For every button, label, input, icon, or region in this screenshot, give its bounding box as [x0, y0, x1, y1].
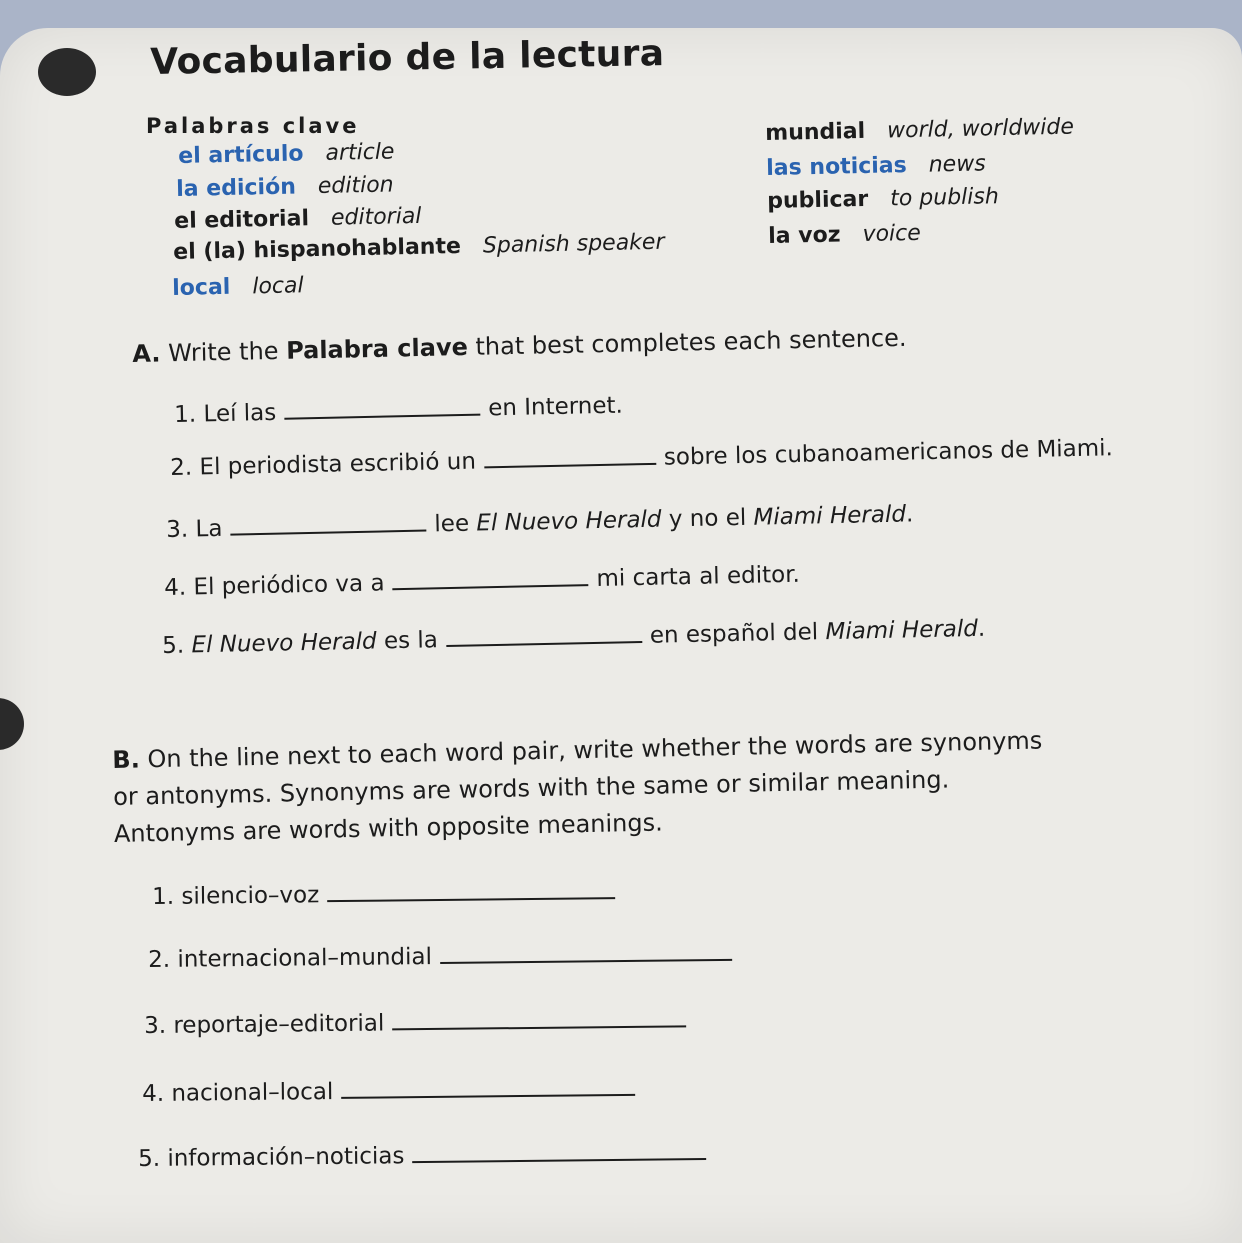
- keyword-right-3: [768, 221, 921, 249]
- keyword-term: el editorial: [174, 206, 310, 234]
- word-pair-1: 1. silencio–voz: [152, 879, 623, 910]
- section-a-instruction-post: that best completes each sentence.: [475, 323, 907, 361]
- keyword-term: local: [172, 274, 231, 301]
- keyword-right-1: [766, 151, 986, 181]
- section-b-letter: B.: [112, 745, 141, 774]
- keyword-term: la edición: [176, 174, 297, 202]
- word-pair-3: 3. reportaje–editorial: [144, 1007, 694, 1039]
- answer-blank-2[interactable]: [484, 461, 656, 469]
- page-title: Vocabulario de la lectura: [150, 33, 665, 83]
- section-a-instruction-pre: Write the: [167, 336, 279, 368]
- keyword-term: mundial: [765, 118, 866, 146]
- keyword-gloss: world, worldwide: [886, 114, 1075, 144]
- keyword-gloss: news: [928, 151, 986, 178]
- pair-answer-blank-5[interactable]: [412, 1156, 706, 1163]
- keyword-term: publicar: [767, 186, 869, 214]
- keyword-term: el (la) hispanohablante: [173, 233, 462, 265]
- answer-blank-1[interactable]: [284, 412, 480, 420]
- sentence-3: 3. La lee El Nuevo Herald y no el Miami Herald.: [166, 501, 914, 543]
- word-pair-5: 5. información–noticias: [138, 1140, 715, 1172]
- keyword-term: la voz: [768, 222, 841, 249]
- answer-blank-5[interactable]: [446, 639, 642, 647]
- section-b-instruction: B. On the line next to each word pair, write whether the words are synonyms or antonyms. Synonyms are words with the same or similar meaning. Antonyms are words with opposite meanings.: [112, 726, 1043, 848]
- keywords-heading: Palabras clave: [146, 114, 360, 138]
- sentence-5: 5. El Nuevo Herald es la en español del Miami Herald.: [162, 615, 986, 659]
- keyword-gloss: Spanish speaker: [482, 229, 665, 259]
- keyword-gloss: editorial: [330, 203, 422, 231]
- sentence-4: 4. El periódico va a mi carta al editor.: [164, 561, 801, 601]
- keyword-left-0: [178, 139, 395, 169]
- keyword-right-2: [767, 184, 999, 214]
- keyword-gloss: edition: [317, 172, 394, 200]
- keyword-left-1: [176, 172, 394, 202]
- keyword-term: el artículo: [178, 141, 304, 169]
- word-pair-2: 2. internacional–mundial: [148, 941, 740, 973]
- keyword-gloss: article: [325, 139, 395, 166]
- keyword-gloss: voice: [862, 220, 922, 248]
- pair-answer-blank-1[interactable]: [327, 895, 615, 902]
- sentence-2: 2. El periodista escribió un sobre los cubanoamericanos de Miami.: [170, 435, 1114, 481]
- word-pair-4: 4. nacional–local: [142, 1076, 643, 1107]
- section-a-letter: A.: [132, 339, 161, 368]
- pair-answer-blank-4[interactable]: [341, 1092, 635, 1099]
- punch-hole-top: [38, 48, 96, 96]
- answer-blank-3[interactable]: [230, 528, 426, 536]
- section-a-instruction-bold: Palabra clave: [285, 332, 469, 365]
- pair-answer-blank-3[interactable]: [392, 1023, 686, 1030]
- keyword-gloss: local: [252, 273, 304, 300]
- sentence-1: 1. Leí las en Internet.: [174, 392, 624, 428]
- keyword-gloss: to publish: [889, 184, 1000, 212]
- keyword-left-2: [174, 204, 422, 234]
- keyword-term: las noticias: [766, 153, 907, 181]
- keyword-left-4: [172, 273, 304, 301]
- pair-answer-blank-2[interactable]: [440, 957, 732, 964]
- answer-blank-4[interactable]: [393, 582, 589, 590]
